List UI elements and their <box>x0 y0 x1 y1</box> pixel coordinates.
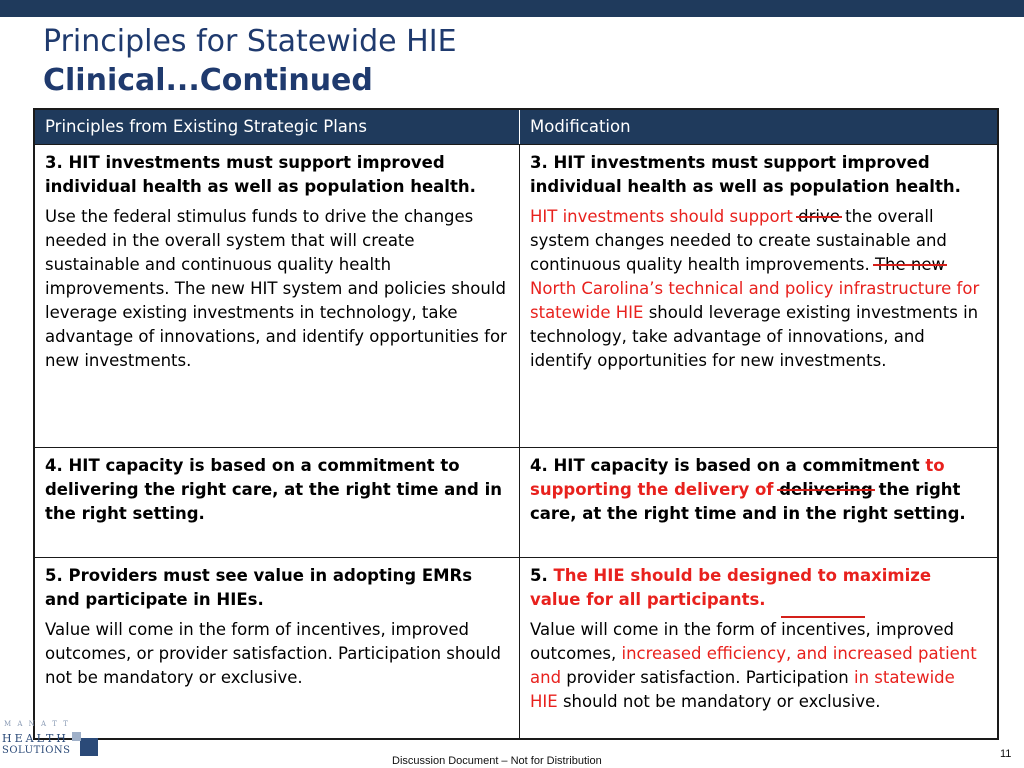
inserted-text: in statewide HIE <box>530 668 955 711</box>
row-3-modification-body <box>530 205 987 373</box>
manatt-logo <box>0 718 110 768</box>
row-5-modification-body <box>530 618 987 714</box>
row-5-modification-heading <box>530 564 987 612</box>
body-text: , improved outcomes, <box>530 620 954 663</box>
struck-text: drive <box>798 207 840 226</box>
row-4-modification-heading <box>530 454 987 526</box>
body-text: the right care, at the right time and in the right setting. <box>530 480 966 523</box>
row-3-existing-heading: 3. HIT investments must support improved individual health as well as population health. <box>45 153 476 196</box>
struck-text: The new <box>874 255 945 274</box>
inserted-text: increased efficiency, and increased patient and <box>530 644 977 687</box>
slide-title: Principles for Statewide HIE <box>43 24 457 59</box>
inserted-text: to supporting the delivery of <box>530 456 945 499</box>
body-text: should leverage existing investments in technology, take advantage of innovations, and identify opportunities for new investments. <box>530 303 979 370</box>
struck-text: incentives <box>781 620 866 639</box>
row-4-existing <box>35 447 520 557</box>
row-5-modification <box>520 557 997 738</box>
row-number: 5. <box>530 566 554 585</box>
logo-square-icon <box>80 738 98 756</box>
row-4-modification <box>520 447 997 557</box>
page-number: 11 <box>1000 748 1012 760</box>
body-text: Value will come in the form of <box>530 620 782 639</box>
top-bar <box>0 0 1024 17</box>
inserted-text: North Carolina’s technical and policy infrastructure for statewide HIE <box>530 279 980 322</box>
body-text: 4. HIT capacity is based on a commitment <box>530 456 926 475</box>
row-4-existing-heading: 4. HIT capacity is based on a commitment to delivering the right care, at the right time and in the right setting. <box>45 456 502 523</box>
header-modification: Modification <box>520 110 997 144</box>
footer-note: Discussion Document – Not for Distribution <box>392 755 602 767</box>
row-3-existing-body: Use the federal stimulus funds to drive the changes needed in the overall system that will create sustainable and continuous quality health improvements. The new HIT system and policies should leverage existing investments in technology, take advantage of innovations, and identify opportunities for new investments. <box>45 207 507 370</box>
body-text: should not be mandatory or exclusive. <box>557 692 881 711</box>
logo-line-2: HEALTH <box>2 732 69 745</box>
header-existing-principles: Principles from Existing Strategic Plans <box>35 110 520 144</box>
logo-line-3: SOLUTIONS <box>2 745 71 756</box>
row-3-modification <box>520 144 997 447</box>
inserted-text: The HIE should be designed to maximize value for all participants. <box>530 566 932 609</box>
inserted-text: HIT investments should support <box>530 207 799 226</box>
logo-small-square-icon <box>72 732 81 741</box>
row-5-existing <box>35 557 520 738</box>
row-3-modification-heading: 3. HIT investments must support improved individual health as well as population health. <box>530 153 961 196</box>
body-text: the overall system changes needed to create sustainable and continuous quality health improvements. <box>530 207 947 274</box>
slide-subtitle: Clinical...Continued <box>43 63 373 98</box>
row-3-existing <box>35 144 520 447</box>
principles-table <box>33 108 999 740</box>
row-5-existing-heading: 5. Providers must see value in adopting EMRs and participate in HIEs. <box>45 566 473 609</box>
logo-line-1: M A N A T T <box>4 720 70 728</box>
struck-text: delivering <box>779 480 873 499</box>
body-text: provider satisfaction. Participation <box>561 668 854 687</box>
row-5-existing-body: Value will come in the form of incentives, improved outcomes, or provider satisfaction. Participation should not be mandatory or exclusive. <box>45 620 501 687</box>
